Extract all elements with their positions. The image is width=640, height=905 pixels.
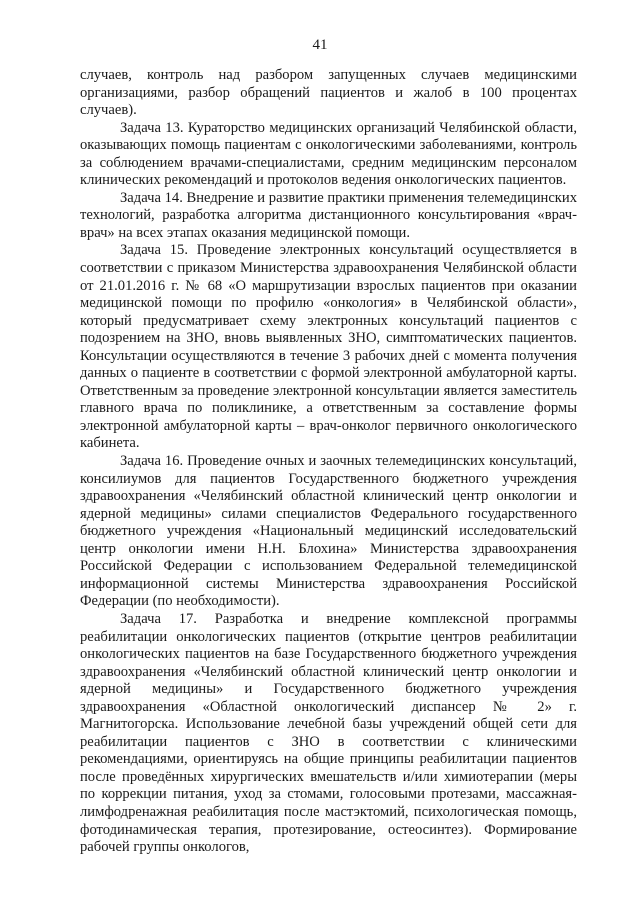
- page-number: 41: [312, 37, 328, 53]
- paragraph-task-14: Задача 14. Внедрение и развитие практики применения телемедицинских технологий, разработка алгоритма дистанционного консультирования «врач-врач» на всех этапах оказания медицинской помощи.: [80, 189, 577, 241]
- paragraph-task-17: Задача 17. Разработка и внедрение комплексной программы реабилитации онкологических пациентов (открытие центров реабилитации онкологических пациентов на базе Государственного бюджетного учреждения здравоохранения «Челябинский областной клинический центр онкологии и ядерной медицины» и Государственного бюджетного учреждения здравоохранения «Областной онкологический диспансер № 2» г. Магнитогорска. Использование лечебной базы учреждений общей сети для реабилитации пациентов с ЗНО в соответствии с клиническими рекомендациями, ориентируясь на общие принципы реабилитации пациентов после проведённых хирургических вмешательств и/или химиотерапии (меры по коррекции питания, уход за стомами, голосовыми протезами, массажная-лимфодренажная реабилитация после мастэктомий, психологическая помощь, фотодинамическая терапия, протезирование, остеосинтез). Формирование рабочей группы онкологов,: [80, 610, 577, 856]
- paragraph-task-15: Задача 15. Проведение электронных консультаций осуществляется в соответствии с приказом Министерства здравоохранения Челябинской области от 21.01.2016 г. № 68 «О маршрутизации взрослых пациентов при оказании медицинской помощи по профилю «онкология» в Челябинской области», который предусматривает схему электронных консультаций пациентов с подозрением на ЗНО, вновь выявленных ЗНО, симптоматических пациентов. Консультации осуществляются в течение 3 рабочих дней с момента получения данных о пациенте в соответствии с формой электронной амбулаторной карты. Ответственным за проведение электронной консультации является заместитель главного врача по поликлинике, а ответственным за составление формы электронной амбулаторной карты – врач-онколог первичного онкологического кабинета.: [80, 242, 577, 452]
- paragraph-task-16: Задача 16. Проведение очных и заочных телемедицинских консультаций, консилиумов для пациентов Государственного бюджетного учреждения здравоохранения «Челябинский областной клинический центр онкологии и ядерной медицины» силами специалистов Федерального государственного бюджетного учреждения «Национальный медицинский исследовательский центр онкологии имени Н.Н. Блохина» Министерства здравоохранения Российской Федерации с использованием Федеральной телемедицинской информационной системы Министерства здравоохранения Российской Федерации (по необходимости).: [80, 453, 577, 610]
- paragraph-task-13: Задача 13. Кураторство медицинских организаций Челябинской области, оказывающих помощь пациентам с онкологическими заболеваниями, контроль за соблюдением врачами-специалистами, средним медицинским персоналом клинических рекомендаций и протоколов ведения онкологических пациентов.: [80, 119, 577, 189]
- document-body: [80, 67, 577, 857]
- paragraph-continuation: случаев, контроль над разбором запущенных случаев медицинскими организациями, разбор обращений пациентов и жалоб в 100 процентах случаев).: [80, 67, 577, 119]
